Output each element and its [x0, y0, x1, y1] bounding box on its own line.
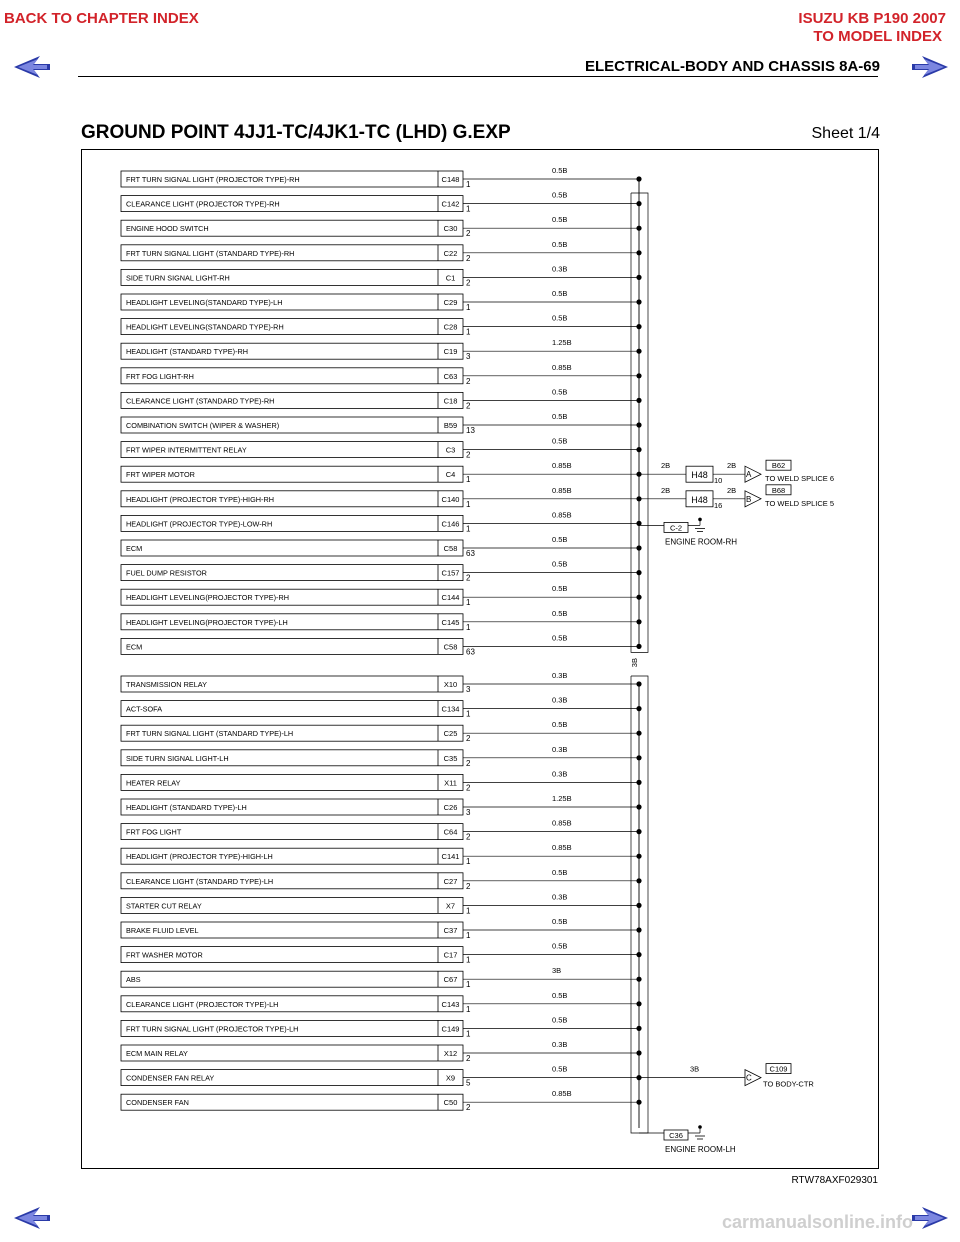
component-label: CLEARANCE LIGHT (STANDARD TYPE)-LH: [126, 876, 274, 886]
connector-code: C144: [441, 593, 460, 603]
wire-spec: 0.85B: [552, 818, 572, 828]
component-label: TRANSMISSION RELAY: [126, 680, 207, 689]
connector-code: C30: [443, 224, 458, 234]
wire-spec: 0.5B: [552, 190, 568, 200]
wire-spec: 0.5B: [552, 215, 568, 225]
component-label: CLEARANCE LIGHT (PROJECTOR TYPE)-LH: [126, 999, 279, 1009]
pin-number: 2: [466, 1054, 471, 1063]
wire-spec: 0.5B: [552, 633, 568, 643]
connector-code: C146: [441, 519, 460, 529]
wire-spec: 0.3B: [552, 671, 568, 680]
ground-label: ENGINE ROOM-RH: [665, 537, 737, 547]
component-label: FRT WASHER MOTOR: [126, 950, 203, 960]
component-label: ABS: [126, 975, 141, 985]
splice-target: B68: [771, 485, 786, 495]
connector-code: X9: [445, 1073, 456, 1083]
component-label: FRT FOG LIGHT: [126, 827, 182, 837]
pin-number: 1: [466, 931, 471, 940]
connector-code: X7: [445, 901, 456, 911]
wire-spec: 0.5B: [552, 917, 568, 926]
wire-spec: 0.3B: [552, 695, 568, 705]
component-label: ENGINE HOOD SWITCH: [126, 224, 209, 234]
connector-code: C143: [441, 999, 460, 1009]
wire-spec: 3B: [552, 966, 562, 976]
pin-number: 1: [466, 327, 471, 337]
splice-c-letter: C: [746, 1073, 752, 1083]
component-label: ACT-SOFA: [126, 704, 163, 714]
wire-spec: 0.5B: [552, 720, 568, 730]
connector-code: C58: [443, 544, 458, 553]
connector-code: C50: [443, 1098, 458, 1108]
wire-spec: 0.5B: [552, 239, 568, 249]
page-title: GROUND POINT 4JJ1-TC/4JK1-TC (LHD) G.EXP: [81, 122, 511, 143]
component-label: SIDE TURN SIGNAL LIGHT-LH: [126, 753, 229, 763]
component-label: FRT TURN SIGNAL LIGHT (PROJECTOR TYPE)-RH: [126, 175, 300, 184]
component-label: CLEARANCE LIGHT (STANDARD TYPE)-RH: [126, 396, 275, 406]
component-label: SIDE TURN SIGNAL LIGHT-RH: [126, 273, 230, 283]
pin-number: 1: [466, 906, 471, 916]
connector-code: C18: [443, 396, 458, 406]
pin-number: 2: [466, 229, 471, 239]
wire-spec: 0.85B: [552, 461, 572, 471]
wire-spec: 0.5B: [552, 1064, 568, 1074]
pin-number: 1: [466, 499, 471, 509]
pin-number: 1: [466, 1029, 471, 1039]
ground-label: ENGINE ROOM-LH: [665, 1145, 736, 1154]
connector-code: C17: [443, 950, 458, 960]
pin-number: 63: [466, 647, 475, 657]
connector-code: C157: [441, 568, 460, 578]
splice-connector-code: H48: [691, 494, 708, 505]
pin-number: 3: [466, 808, 471, 817]
wire-spec: 1.25B: [552, 338, 572, 348]
pin-number: 1: [466, 1004, 471, 1014]
splice-pin: 10: [714, 476, 723, 486]
connector-code: C4: [445, 470, 456, 480]
sheet-number: Sheet 1/4: [811, 125, 880, 142]
component-label: HEADLIGHT (PROJECTOR TYPE)-HIGH-RH: [126, 494, 274, 504]
pin-number: 1: [466, 857, 471, 867]
connector-code: C37: [443, 926, 458, 935]
wire-spec: 0.3B: [552, 1040, 568, 1049]
connector-code: X10: [443, 680, 458, 689]
splice-pin: 16: [714, 500, 723, 510]
connector-code: C28: [443, 322, 458, 332]
wire-spec: 0.85B: [552, 485, 572, 495]
to-model-index-link[interactable]: TO MODEL INDEX: [813, 28, 942, 45]
connector-code: C26: [443, 803, 458, 812]
wire-spec: 0.3B: [552, 892, 568, 902]
pin-number: 2: [466, 783, 471, 793]
wire-spec: 0.3B: [552, 264, 568, 274]
pin-number: 2: [466, 450, 471, 460]
pin-number: 2: [466, 401, 471, 411]
connector-code: C145: [441, 617, 460, 627]
section-header-title: ELECTRICAL-BODY AND CHASSIS 8A-69: [584, 58, 880, 75]
connector-code: C149: [441, 1024, 460, 1034]
connector-code: C67: [443, 975, 458, 985]
pin-number: 2: [466, 376, 471, 386]
splice-destination: TO WELD SPLICE 6: [765, 474, 835, 484]
wire-spec: 0.85B: [552, 362, 572, 372]
wire-spec: 0.85B: [552, 510, 572, 520]
wire-spec: 0.5B: [552, 436, 568, 446]
connector-code: C140: [441, 494, 460, 504]
component-label: ECM: [126, 642, 143, 652]
component-label: FRT TURN SIGNAL LIGHT (STANDARD TYPE)-RH: [126, 248, 295, 258]
splice-wire-out: 2B: [727, 461, 737, 471]
wire-spec: 0.5B: [552, 559, 568, 569]
component-label: CLEARANCE LIGHT (PROJECTOR TYPE)-RH: [126, 199, 280, 209]
back-to-chapter-index-link[interactable]: BACK TO CHAPTER INDEX: [4, 10, 199, 27]
connector-code: C22: [443, 248, 458, 258]
connector-code: B59: [443, 421, 458, 430]
pin-number: 2: [466, 734, 471, 744]
component-box: [121, 638, 463, 654]
pin-number: 3: [466, 352, 471, 362]
pin-number: 2: [466, 573, 471, 583]
wire-spec: 0.5B: [552, 1015, 568, 1025]
connector-code: C141: [441, 852, 460, 862]
component-label: HEADLIGHT LEVELING(PROJECTOR TYPE)-RH: [126, 593, 289, 603]
wire-spec: 0.3B: [552, 769, 568, 779]
ground-dot: [698, 1125, 702, 1129]
next-page-bottom-arrow-icon[interactable]: [912, 1207, 948, 1229]
splice-c-target: C109: [769, 1064, 788, 1074]
component-label: HEADLIGHT LEVELING(STANDARD TYPE)-LH: [126, 298, 283, 307]
connector-code: C64: [443, 827, 458, 837]
ground-code: C36: [669, 1131, 683, 1140]
connector-code: C134: [441, 704, 460, 714]
connector-code: C27: [443, 876, 458, 886]
pin-number: 2: [466, 758, 471, 768]
component-label: FRT FOG LIGHT-RH: [126, 371, 194, 381]
connector-code: C3: [445, 445, 456, 455]
ground-code: C-2: [669, 523, 683, 533]
wire-spec: 0.3B: [552, 744, 568, 754]
component-label: HEADLIGHT (STANDARD TYPE)-LH: [126, 803, 247, 812]
pin-number: 63: [466, 549, 475, 558]
pin-number: 5: [466, 1078, 471, 1088]
wire-spec: 0.85B: [552, 1089, 572, 1099]
pin-number: 1: [466, 524, 471, 534]
splice-target: B62: [771, 461, 786, 471]
component-box: [121, 971, 463, 987]
connector-code: C29: [443, 298, 458, 307]
pin-number: 2: [466, 832, 471, 842]
connector-code: C148: [441, 175, 460, 184]
component-label: HEADLIGHT LEVELING(STANDARD TYPE)-RH: [126, 322, 284, 332]
component-label: FUEL DUMP RESISTOR: [126, 568, 207, 578]
pin-number: 1: [466, 204, 471, 214]
pin-number: 1: [466, 955, 471, 965]
component-label: FRT TURN SIGNAL LIGHT (PROJECTOR TYPE)-LH: [126, 1024, 299, 1034]
pin-number: 1: [466, 980, 471, 990]
pin-number: 1: [466, 475, 471, 485]
component-label: COMBINATION SWITCH (WIPER & WASHER): [126, 421, 280, 430]
component-box: [121, 701, 463, 717]
splice-wire-in: 2B: [661, 485, 671, 495]
splice-c-wire: 3B: [690, 1064, 700, 1074]
ground-dot: [698, 518, 702, 522]
wire-spec: 0.85B: [552, 843, 572, 853]
splice-letter: A: [746, 470, 752, 480]
component-label: ECM: [126, 544, 143, 553]
connector-code: C1: [445, 273, 456, 283]
wire-spec: 0.5B: [552, 313, 568, 323]
component-box: [121, 540, 463, 556]
wire-spec: 0.5B: [552, 584, 568, 594]
bus-link-label: 3B: [630, 658, 639, 668]
connector-code: X11: [444, 778, 457, 788]
component-label: STARTER CUT RELAY: [126, 901, 202, 911]
connector-code: C25: [443, 729, 458, 739]
component-label: FRT TURN SIGNAL LIGHT (STANDARD TYPE)-LH: [126, 729, 294, 739]
pin-number: 13: [466, 426, 475, 435]
component-label: HEADLIGHT (PROJECTOR TYPE)-LOW-RH: [126, 519, 273, 529]
pin-number: 1: [466, 303, 471, 312]
component-label: ECM MAIN RELAY: [126, 1049, 188, 1058]
wire-spec: 0.5B: [552, 990, 568, 1000]
prev-page-bottom-arrow-icon[interactable]: [14, 1207, 50, 1229]
pin-number: 2: [466, 278, 471, 288]
wire-spec: 0.5B: [552, 387, 568, 397]
connector-code: C142: [441, 199, 460, 209]
wire-spec: 0.5B: [552, 608, 568, 618]
splice-destination: TO WELD SPLICE 5: [765, 498, 835, 508]
component-label: CONDENSER FAN RELAY: [126, 1073, 215, 1083]
connector-code: C35: [443, 753, 458, 763]
pin-number: 2: [466, 1103, 471, 1113]
watermark: carmanualsonline.info: [722, 1212, 914, 1232]
wire-spec: 0.5B: [552, 412, 568, 421]
connector-code: C58: [443, 642, 458, 652]
splice-connector-code: H48: [691, 470, 708, 481]
wire-spec: 0.5B: [552, 941, 568, 951]
wire-spec: 0.5B: [552, 535, 568, 544]
pin-number: 3: [466, 685, 471, 694]
component-label: FRT WIPER MOTOR: [126, 470, 195, 480]
wire-spec: 1.25B: [552, 794, 572, 803]
component-label: HEADLIGHT (PROJECTOR TYPE)-HIGH-LH: [126, 852, 273, 862]
splice-wire-out: 2B: [727, 485, 737, 495]
pin-number: 1: [466, 180, 471, 189]
pin-number: 2: [466, 253, 471, 263]
pin-number: 1: [466, 709, 471, 719]
connector-code: C19: [443, 347, 458, 357]
splice-wire-in: 2B: [661, 461, 671, 471]
wire-spec: 0.5B: [552, 867, 568, 877]
pin-number: 2: [466, 881, 471, 891]
connector-code: C63: [443, 371, 458, 381]
component-label: FRT WIPER INTERMITTENT RELAY: [126, 445, 247, 455]
pin-number: 1: [466, 622, 471, 632]
connector-code: X12: [443, 1049, 458, 1058]
component-label: BRAKE FLUID LEVEL: [126, 926, 199, 935]
component-label: HEADLIGHT LEVELING(PROJECTOR TYPE)-LH: [126, 617, 288, 627]
pin-number: 1: [466, 598, 471, 608]
diagram-code: RTW78AXF029301: [791, 1175, 878, 1186]
component-label: CONDENSER FAN: [126, 1098, 189, 1108]
wire-spec: 0.5B: [552, 289, 568, 298]
component-label: HEADLIGHT (STANDARD TYPE)-RH: [126, 347, 249, 357]
splice-c-destination: TO BODY-CTR: [763, 1079, 814, 1089]
splice-letter: B: [746, 494, 752, 504]
wire-spec: 0.5B: [552, 166, 568, 175]
model-line-link[interactable]: ISUZU KB P190 2007: [798, 10, 946, 27]
component-label: HEATER RELAY: [126, 778, 181, 788]
